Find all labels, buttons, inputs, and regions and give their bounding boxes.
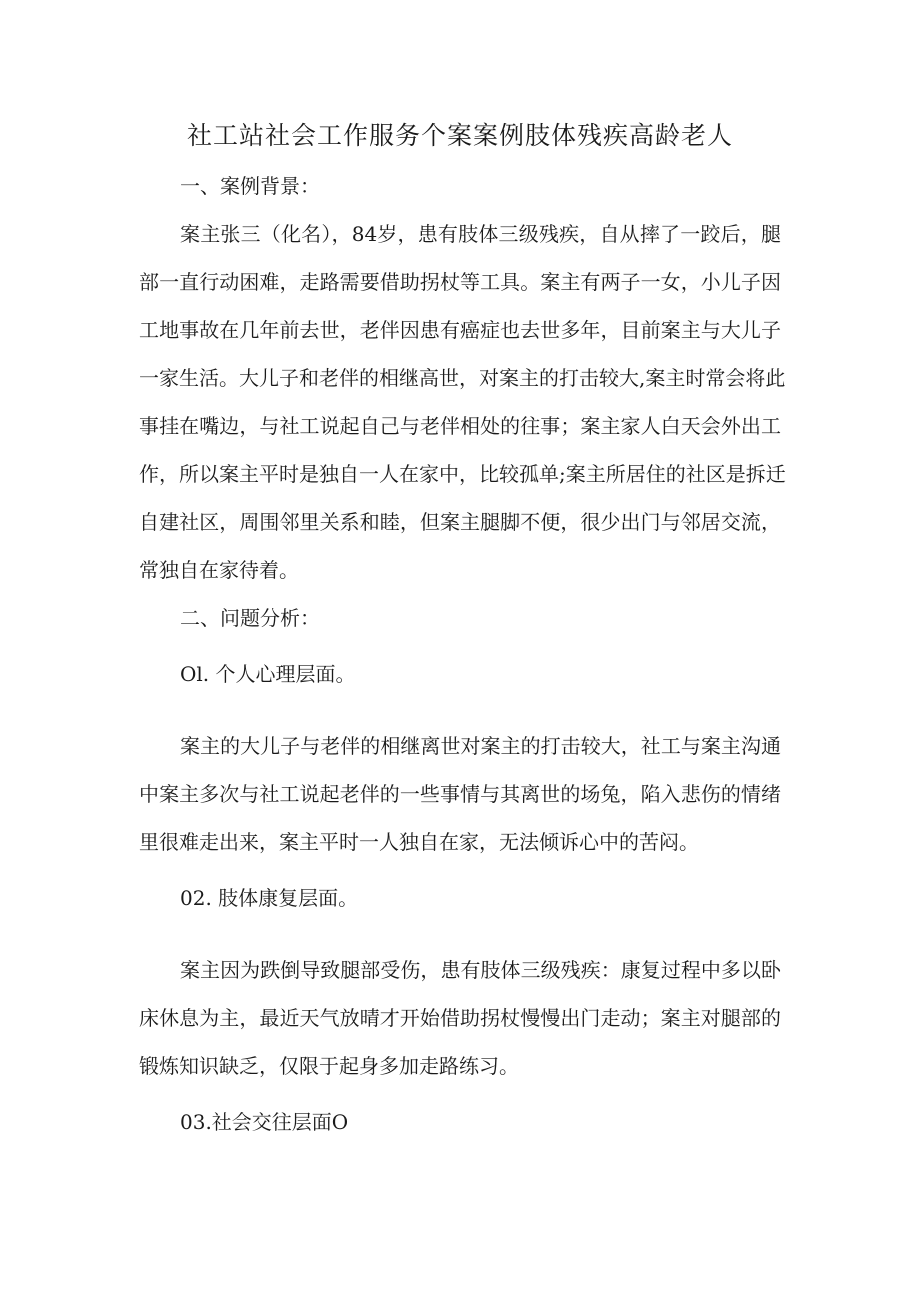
paragraph-line: 锻炼知识缺乏，仅限于起身多加走路练习。 [139,1054,519,1078]
subsection-heading-rehabilitation: 02. 肢体康复层面。 [180,886,359,910]
subsection-heading-social: 03.社会交往层面O [180,1110,349,1134]
subsection-heading-psychology: Ol. 个人心理层面。 [180,662,356,686]
document-title: 社工站社会工作服务个案案例肢体残疾高龄老人 [186,121,733,150]
paragraph-line: 工地事故在几年前去世，老伴因患有癌症也去世多年，目前案主与大儿子 [139,318,781,342]
paragraph-line: 一家生活。大儿子和老伴的相继高世，对案主的打击较大,案主时常会将此 [139,366,786,390]
paragraph-line: 案主的大儿子与老伴的相继离世对案主的打击较大，社工与案主沟通 [180,734,781,758]
paragraph-line: 中案主多次与社工说起老伴的一些事情与其离世的场兔，陷入悲伤的情绪 [139,782,781,806]
section-heading-background: 一、案例背景： [180,174,320,198]
paragraph-line: 作，所以案主平时是独自一人在家中，比较孤单;案主所居住的社区是拆迁 [139,462,786,486]
paragraph-line: 部一直行动困难，走路需要借助拐杖等工具。案主有两子一女，小儿子因 [139,270,781,294]
paragraph-line: 里很难走出来，案主平时一人独自在家，无法倾诉心中的苦闷。 [139,830,699,854]
paragraph-line: 案主因为跌倒导致腿部受伤，患有肢体三级残疾：康复过程中多以卧 [180,958,781,982]
section-heading-analysis: 二、问题分析： [180,606,320,630]
paragraph-line: 床休息为主，最近天气放晴才开始借助拐杖慢慢出门走动；案主对腿部的 [139,1006,781,1030]
paragraph-line: 自建社区，周围邻里关系和睦，但案主腿脚不便，很少出门与邻居交流， [139,510,781,534]
paragraph-line: 案主张三（化名），84岁，患有肢体三级残疾，自从摔了一跤后，腿 [180,222,781,246]
paragraph-line: 常独自在家待着。 [139,558,299,582]
paragraph-line: 事挂在嘴边，与社工说起自己与老伴相处的往事；案主家人白天会外出工 [139,414,781,438]
